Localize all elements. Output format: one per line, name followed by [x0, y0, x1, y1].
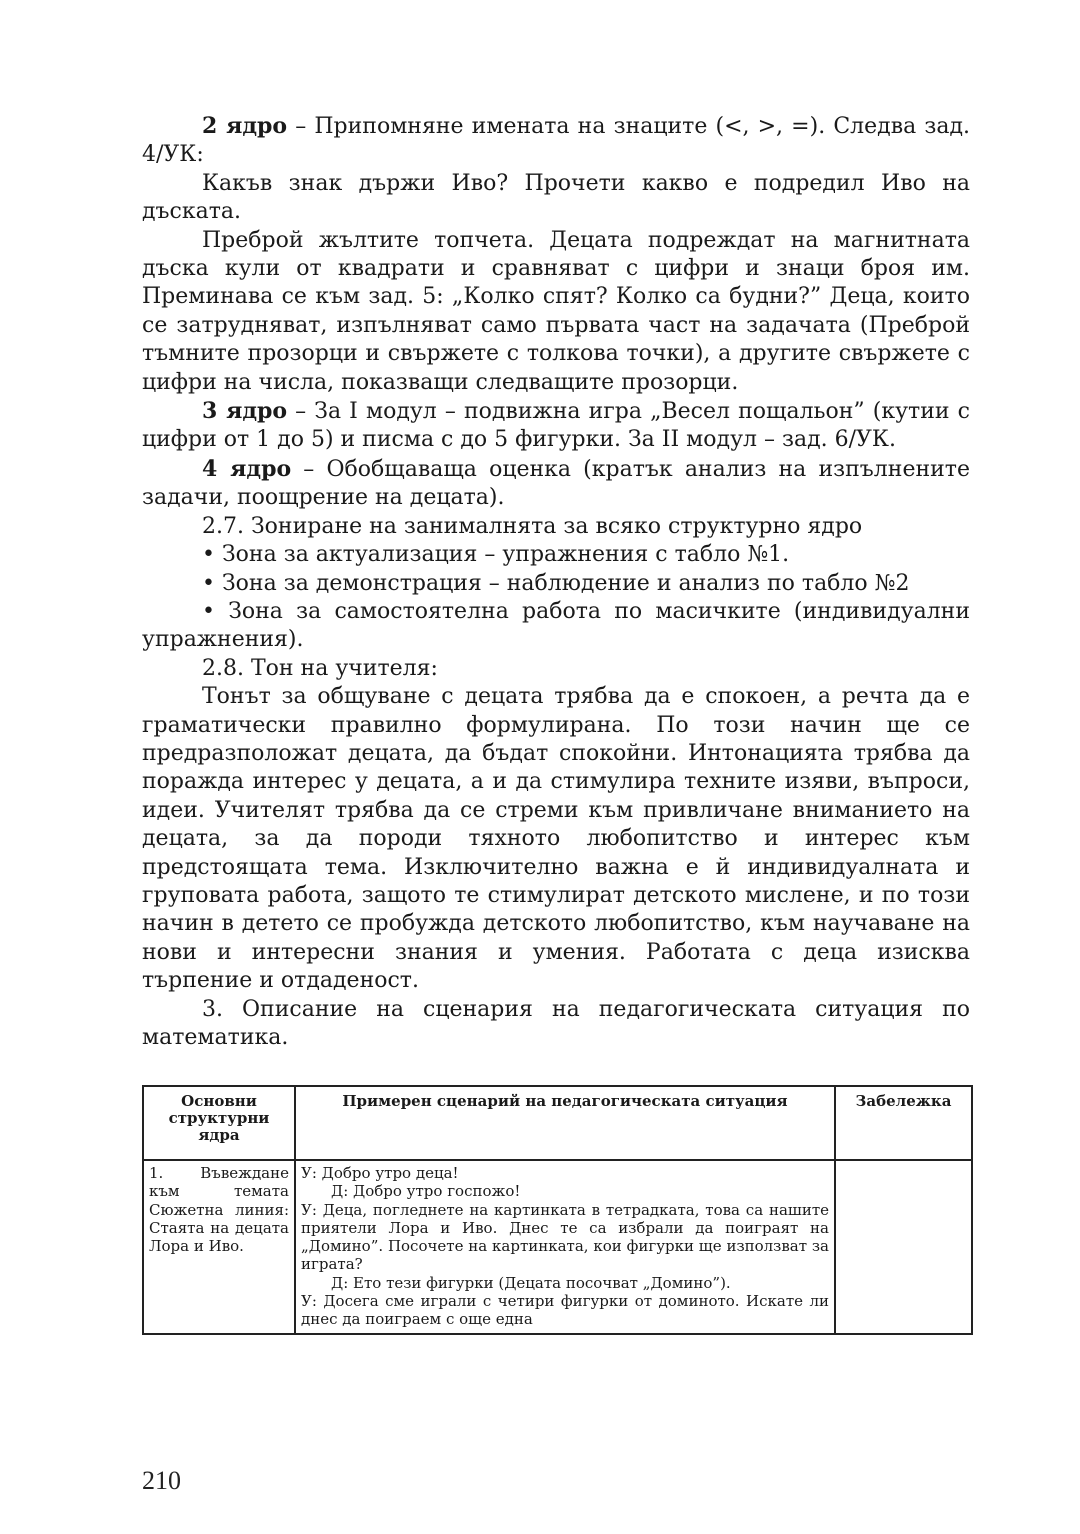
dialogue-line: Д: Ето тези фигурки (Децата посочват „Домино”).: [331, 1273, 731, 1292]
dialogue-line: У: Добро утро деца!: [301, 1164, 459, 1182]
dialogue-line: У: Досега сме играли с четири фигурки от доминото. Искате ли днес да поиграем с още една: [301, 1292, 829, 1329]
core-2-label: 2 ядро: [202, 113, 288, 139]
core-4-label: 4 ядро: [202, 455, 292, 482]
table-header-row: [143, 1086, 972, 1160]
paragraph-teacher-tone-heading: 2.8. Тон на учителя:: [202, 655, 438, 681]
header-scenario: Примерен сценарий на педагогическата ситуация: [295, 1086, 835, 1160]
paragraph-count: Преброй жълтите топчета. Децата подреждат на магнитната дъска кули от квадрати и сравняват с цифри и знаци броя им. Преминава се към зад. 5: „Колко спят? Колко са будни?” Деца, които се затрудняват, изпълняват само първата част на задачата (Преброй тъмните прозорци и свържете с толкова точки), а другите свържете с цифри на числа, показващи следващите прозорци.: [142, 227, 970, 395]
header-note: Забележка: [835, 1086, 972, 1160]
cell-scenario: [295, 1160, 835, 1334]
core-3-label: 3 ядро: [202, 398, 288, 425]
dialogue-line: Д: Добро утро госпожо!: [331, 1182, 521, 1201]
paragraph-core-4: 4 ядро – Обобщаваща оценка (кратък анализ на изпълнените задачи, поощрение на децата).: [142, 455, 970, 511]
cell-note: [835, 1160, 972, 1334]
paragraph-scenario-description: 3. Описание на сценария на педагогическата ситуация по математика.: [142, 996, 970, 1050]
paragraph-zoning: 2.7. Зониране на занималнята за всяко структурно ядро: [202, 513, 863, 539]
paragraph-teacher-tone: Тонът за общуване с децата трябва да е спокоен, а речта да е граматически правилно формулирана. По този начин ще се предразположат децата, да бъдат спокойни. Интонацията трябва да поражда интерес у децата, а и да стимулира техните изяви, въпроси, идеи. Учителят трябва да се стреми към привличане вниманието на децата, за да породи тяхното любопитство и интерес към предстоящата тема. Изключително важна е й индивидуалната и груповата работа, защото те стимулират детското мислене, и по този начин в детето се пробужда детското любопитство, към научаване на нови и интересни знания и умения. Работата с деца изисква търпение и отдаденост.: [142, 684, 970, 994]
paragraph-core-3: 3 ядро – За I модул – подвижна игра „Весел пощальон” (кутии с цифри от 1 до 5) и писма с до 5 фигурки. За II модул – зад. 6/УК.: [142, 398, 970, 453]
header-structural-cores: Основни структурни ядра: [143, 1086, 295, 1160]
cell-structural-core: 1. Въвеждане към темата Сюжетна линия: Стаята на децата Лора и Иво.: [143, 1160, 295, 1334]
bullet-zone-demonstration: • Зона за демонстрация – наблюдение и анализ по табло №2: [202, 570, 910, 596]
paragraph-core-2: 2 ядро – Припомняне имената на знаците (<, >, =). Следва зад. 4/УК:: [142, 113, 970, 168]
body-text: [142, 112, 970, 1052]
bullet-zone-independent: • Зона за самостоятелна работа по масичките (индивидуални упражнения).: [142, 598, 970, 653]
paragraph-question: Какъв знак държи Иво? Прочети какво е подредил Иво на дъската.: [142, 170, 970, 225]
scenario-table: [142, 1085, 973, 1335]
dialogue-line: У: Деца, погледнете на картинката в тетрадката, това са нашите приятели Лора и Иво. Днес те са избрали да поиграят на „Домино”. Посочете на картинката, кои фигурки ще използват за играта?: [301, 1200, 829, 1274]
table-row: [143, 1160, 972, 1334]
page-number: 210: [142, 1466, 181, 1495]
bullet-zone-actualization: • Зона за актуализация – упражнения с табло №1.: [202, 542, 790, 568]
